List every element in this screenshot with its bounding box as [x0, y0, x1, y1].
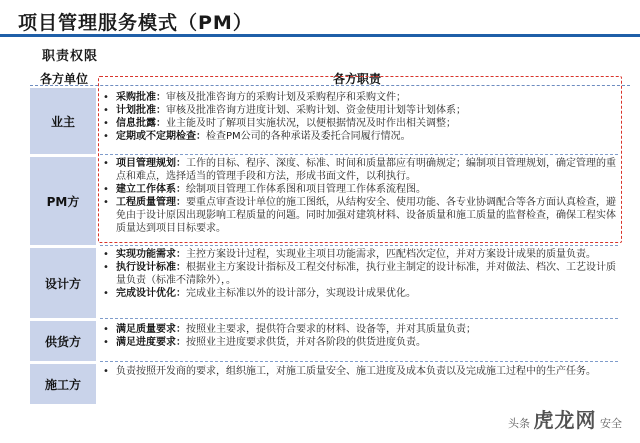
list-item	[100, 287, 618, 300]
title-underline	[0, 34, 640, 37]
row-label-designer: 设计方	[30, 248, 96, 318]
item-heading: 采购批准：	[116, 92, 166, 103]
item-heading: 满足进度要求：	[116, 337, 186, 348]
item-text: 审核及批准咨询方进度计划、采购计划、资金使用计划等计划体系；	[166, 105, 466, 116]
row-divider	[100, 245, 618, 246]
row-label-owner: 业主	[30, 88, 96, 154]
item-text: 工作的目标、程序、深度、标准、时间和质量都应有明确规定；编制项目管理规划，确定管理的重点和难点，选择适当的管理手段和方法，形成书面文件，以利执行。	[116, 158, 616, 182]
item-text: 完成业主标准以外的设计部分，实现设计成果优化。	[186, 288, 416, 299]
bullet-icon: •	[103, 249, 109, 260]
item-heading: 执行设计标准：	[116, 262, 186, 273]
list-item	[100, 248, 618, 261]
bullet-icon: •	[103, 197, 109, 208]
item-text: 负责按照开发商的要求，组织施工，对施工质量安全、施工进度及成本负责以及完成施工过程中的生产任务。	[116, 366, 596, 377]
watermark	[508, 404, 622, 433]
item-text: 按照业主进度要求供货，并对各阶段的供货进度负责。	[186, 337, 426, 348]
item-heading: 工程质量管理：	[116, 197, 186, 208]
item-text: 根据业主方案设计指标及工程交付标准，执行业主制定的设计标准，并对做法、档次、工艺设计质量负责（标准不清除外），。	[116, 262, 616, 286]
highlight-dashed-box	[98, 76, 622, 243]
item-text: 检查PM公司的各种承诺及委托合同履行情况。	[206, 131, 411, 142]
row-divider	[100, 361, 618, 362]
item-heading: 定期或不定期检查：	[116, 131, 206, 142]
column-header-duties: 各方职责	[333, 72, 382, 86]
page-title: 项目管理服务模式（PM）	[18, 12, 253, 34]
watermark-suffix: 安全	[600, 417, 622, 430]
bullet-icon: •	[103, 288, 109, 299]
item-heading: 项目管理规划：	[116, 158, 186, 169]
item-heading: 完成设计优化：	[116, 288, 186, 299]
row-label-contractor: 施工方	[30, 364, 96, 404]
watermark-logo: 虎龙网	[533, 408, 597, 432]
item-text: 绘制项目管理工作体系图和项目管理工作体系流程图。	[186, 184, 426, 195]
item-text: 业主能及时了解项目实施状况，以便根据情况及时作出相关调整；	[166, 118, 456, 129]
row-label-supplier: 供货方	[30, 321, 96, 361]
item-text: 主控方案设计过程，实现业主项目功能需求，匹配档次定位，并对方案设计成果的质量负责。	[186, 249, 596, 260]
row-content-contractor	[100, 365, 618, 378]
item-heading: 信息批露：	[116, 118, 166, 129]
bullet-icon: •	[103, 366, 109, 377]
bullet-icon: •	[103, 105, 109, 116]
list-item	[100, 261, 618, 287]
bullet-icon: •	[103, 184, 109, 195]
bullet-icon: •	[103, 131, 109, 142]
item-heading: 计划批准：	[116, 105, 166, 116]
row-label-pm: PM方	[30, 157, 96, 245]
list-item	[100, 336, 618, 349]
item-text: 按照业主要求，提供符合要求的材料、设备等，并对其质量负责；	[186, 324, 476, 335]
list-item	[100, 323, 618, 336]
column-header-parties: 各方单位	[40, 72, 89, 86]
item-heading: 满足质量要求：	[116, 324, 186, 335]
bullet-icon: •	[103, 118, 109, 129]
bullet-icon: •	[103, 92, 109, 103]
item-heading: 实现功能需求：	[116, 249, 186, 260]
bullet-icon: •	[103, 158, 109, 169]
section-subtitle: 职责权限	[42, 49, 99, 64]
row-content-designer	[100, 248, 618, 300]
watermark-prefix: 头条	[508, 417, 530, 430]
row-content-supplier	[100, 323, 618, 349]
bullet-icon: •	[103, 262, 109, 273]
item-heading: 建立工作体系：	[116, 184, 186, 195]
bullet-icon: •	[103, 337, 109, 348]
bullet-icon: •	[103, 324, 109, 335]
item-text: 审核及批准咨询方的采购计划及采购程序和采购文件；	[166, 92, 406, 103]
item-text: 要重点审查设计单位的施工图纸，从结构安全、使用功能、各专业协调配合等各方面认真检查，避免由于设计原因出现影响工程质量的问题。同时加强对建筑材料、设备质量和施工质量的监督检查，确保工程实体质量达到项目目标要求。	[116, 197, 616, 234]
row-divider	[100, 318, 618, 319]
list-item	[100, 365, 618, 378]
